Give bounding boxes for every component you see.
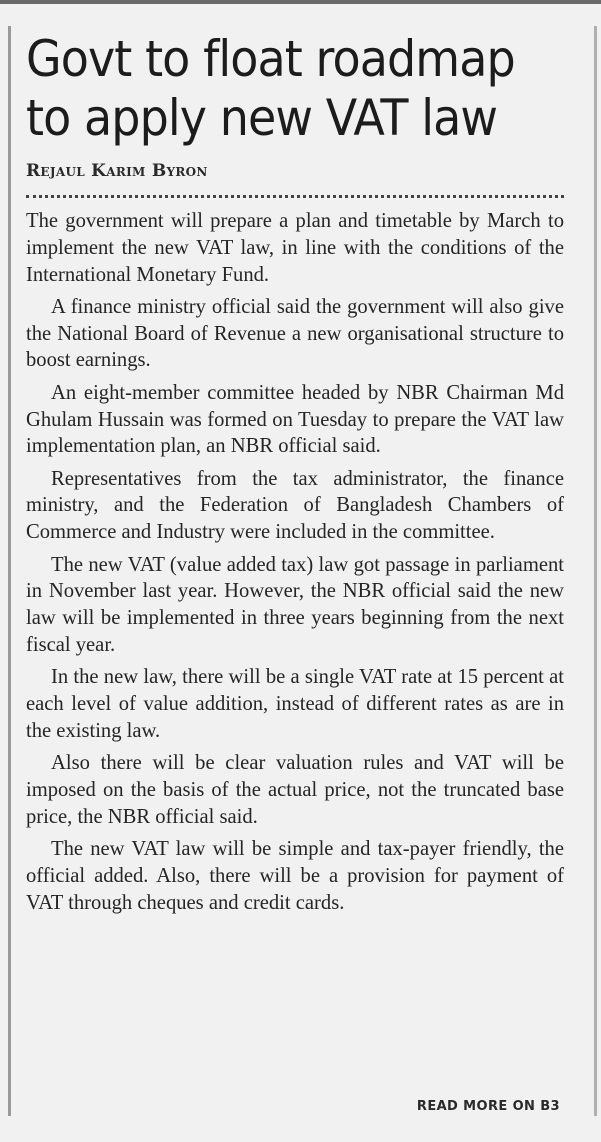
paragraph: In the new law, there will be a single VAT rate at 15 percent at each level of value addition, instead of different rates as are in the existing law.	[26, 666, 564, 742]
paragraph: Also there will be clear valuation rules and VAT will be imposed on the basis of the actual price, not the truncated base price, the NBR official said.	[26, 752, 564, 828]
paragraph: The new VAT (value added tax) law got passage in parliament in November last year. However, the NBR official said the new law will be implemented in three years beginning from the next fiscal year.	[26, 553, 564, 656]
dotted-divider	[26, 195, 564, 198]
byline: Rejaul Karim Byron	[26, 161, 208, 181]
headline	[26, 30, 521, 148]
right-column-rule	[594, 26, 597, 1116]
left-column-rule	[8, 26, 11, 1116]
headline-line-1: Govt to float roadmap	[26, 30, 515, 88]
news-article	[26, 30, 564, 922]
paragraph: The government will prepare a plan and timetable by March to implement the new VAT law, in line with the conditions of the International Monetary Fund.	[26, 210, 564, 286]
paragraph: Representatives from the tax administrator, the finance ministry, and the Federation of Bangladesh Chambers of Commerce and Industry were included in the committee.	[26, 467, 564, 544]
article-body	[26, 208, 564, 916]
paragraph: A finance ministry official said the government will also give the National Board of Revenue a new organisational structure to boost earnings.	[26, 295, 564, 372]
paragraph: The new VAT law will be simple and tax-payer friendly, the official added. Also, there will be a provision for payment of VAT through cheques and credit cards.	[26, 838, 564, 914]
read-more-link[interactable]: READ MORE ON B3	[416, 1099, 560, 1114]
top-border-rule	[0, 0, 601, 4]
paragraph: An eight-member committee headed by NBR Chairman Md Ghulam Hussain was formed on Tuesday to prepare the VAT law implementation plan, an NBR official said.	[26, 381, 564, 458]
headline-line-2: to apply new VAT law	[26, 89, 498, 147]
